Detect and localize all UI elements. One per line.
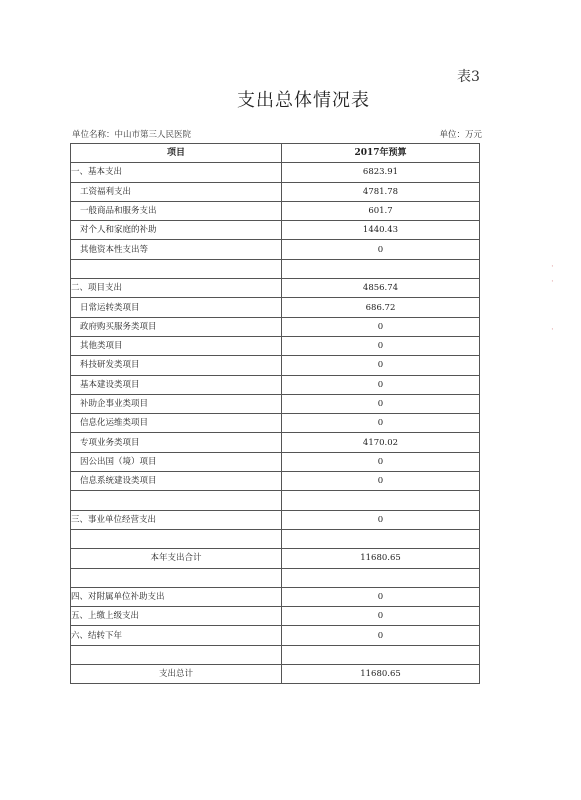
row-item-label: 四、对附属单位补助支出 [71,587,282,606]
row-item-label: 日常运转类项目 [71,298,282,317]
row-budget-value: 0 [282,375,480,394]
row-budget-value [282,645,480,664]
row-budget-value: 6823.91 [282,163,480,182]
table-number-label: 表3 [457,69,480,85]
table-row [71,394,480,413]
row-item-label: 科技研发类项目 [71,356,282,375]
table-row [71,298,480,317]
row-budget-value: 0 [282,414,480,433]
row-item-label [71,491,282,510]
row-budget-value: 1440.43 [282,221,480,240]
row-budget-value: 0 [282,452,480,471]
expenditure-table [70,143,480,684]
row-budget-value: 0 [282,607,480,626]
row-item-label: 其他资本性支出等 [71,240,282,259]
row-item-label: 一般商品和服务支出 [71,201,282,220]
row-budget-value: 0 [282,626,480,645]
row-budget-value: 0 [282,587,480,606]
table-row [71,452,480,471]
row-budget-value: 0 [282,317,480,336]
row-budget-value: 11680.65 [282,665,480,684]
row-item-label [71,645,282,664]
blank-row [71,529,480,548]
row-item-label: 二、项目支出 [71,279,282,298]
margin-mark: · [551,277,554,287]
header-item: 项目 [71,144,282,163]
row-item-label: 专项业务类项目 [71,433,282,452]
table-row [71,626,480,645]
margin-mark: · [551,262,554,272]
table-row [71,317,480,336]
row-item-label: 三、事业单位经营支出 [71,510,282,529]
row-item-label [71,259,282,278]
table-row [71,356,480,375]
table-row [71,433,480,452]
blank-row [71,259,480,278]
row-budget-value: 686.72 [282,298,480,317]
table-row [71,240,480,259]
table-row [71,587,480,606]
unit-name: 单位名称：中山市第三人民医院 [72,130,192,140]
row-budget-value: 0 [282,510,480,529]
table-row [71,375,480,394]
margin-mark: · [551,325,554,335]
row-budget-value: 0 [282,336,480,355]
row-item-label: 信息系统建设类项目 [71,472,282,491]
row-budget-value: 4781.78 [282,182,480,201]
row-budget-value: 11680.65 [282,549,480,568]
header-budget-2017: 2017年预算 [282,144,480,163]
unit-currency: 单位：万元 [439,130,482,140]
table-row [71,221,480,240]
table-row [71,163,480,182]
row-item-label: 其他类项目 [71,336,282,355]
row-budget-value [282,491,480,510]
table-row [71,414,480,433]
document-title: 支出总体情况表 [237,90,370,111]
row-item-label: 一、基本支出 [71,163,282,182]
row-item-label [71,568,282,587]
table-row [71,607,480,626]
table-row [71,201,480,220]
row-budget-value: 0 [282,394,480,413]
row-budget-value [282,529,480,548]
row-item-label: 支出总计 [71,665,282,684]
row-item-label: 政府购买服务类项目 [71,317,282,336]
row-item-label: 六、结转下年 [71,626,282,645]
row-item-label [71,529,282,548]
row-item-label: 补助企事业类项目 [71,394,282,413]
table-row [71,182,480,201]
blank-row [71,491,480,510]
row-item-label: 对个人和家庭的补助 [71,221,282,240]
row-budget-value [282,259,480,278]
table-header-row [71,144,480,163]
table-row [71,510,480,529]
row-item-label: 信息化运维类项目 [71,414,282,433]
table-row [71,665,480,684]
row-budget-value [282,568,480,587]
row-budget-value: 4856.74 [282,279,480,298]
table-row [71,279,480,298]
table-row [71,549,480,568]
table-row [71,336,480,355]
row-item-label: 本年支出合计 [71,549,282,568]
blank-row [71,645,480,664]
row-item-label: 工资福利支出 [71,182,282,201]
row-item-label: 五、上缴上级支出 [71,607,282,626]
row-budget-value: 4170.02 [282,433,480,452]
row-budget-value: 0 [282,356,480,375]
blank-row [71,568,480,587]
table-row [71,472,480,491]
row-budget-value: 0 [282,240,480,259]
row-budget-value: 0 [282,472,480,491]
row-item-label: 基本建设类项目 [71,375,282,394]
row-budget-value: 601.7 [282,201,480,220]
row-item-label: 因公出国（境）项目 [71,452,282,471]
